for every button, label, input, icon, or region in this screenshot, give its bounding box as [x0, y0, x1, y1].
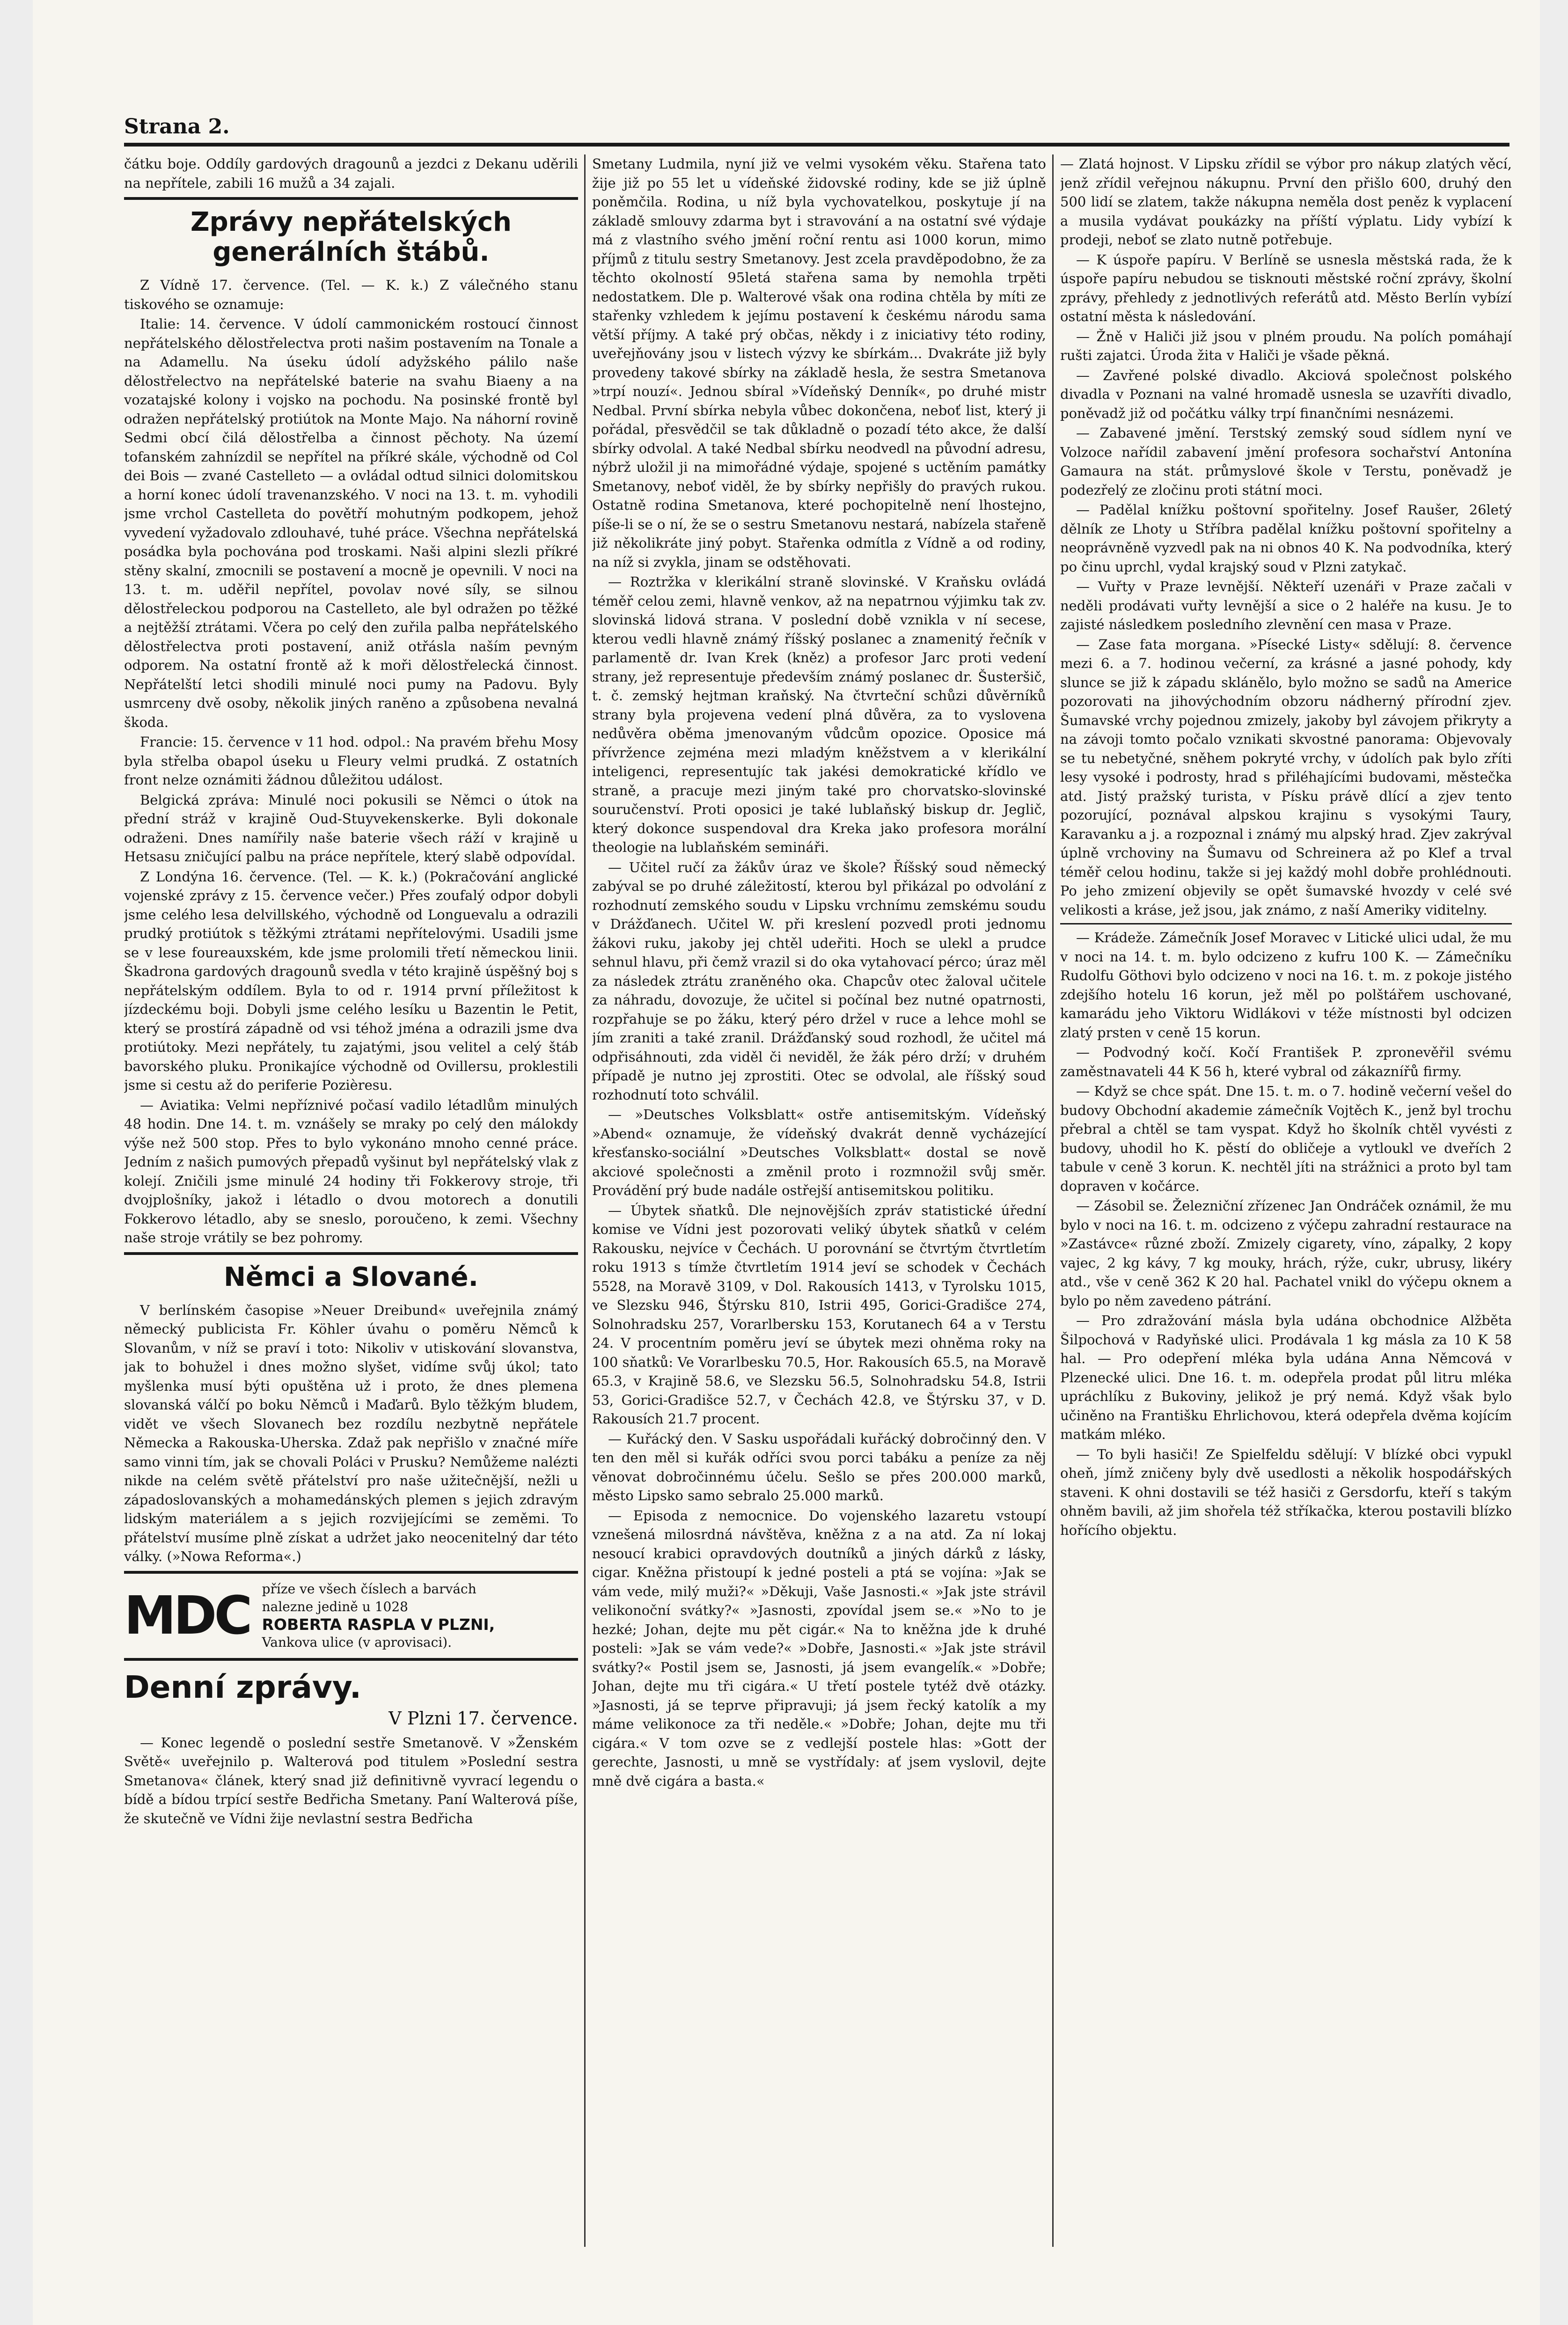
paragraph: — K úspoře papíru. V Berlíně se usnesla městská rada, že k úspoře papíru nebudou se tisknouti městské roční zprávy, školní zprávy, přehledy z jednotlivých referátů atd. Město Berlín vybízí ostatní města k následování. [1060, 251, 1512, 324]
paragraph: — To byli hasiči! Ze Spielfeldu sdělují: V blízké obci vypukl oheň, jímž zničeny byly dvě usedlosti a několik hospodářských staveni. K ohni dostavili se též hasiči z Gersdorfu, kteří s takým ohněm bavili, až jim shořela též stříkačka, kterou postavili blízko hořícího objektu. [1060, 1446, 1512, 1538]
paragraph: — »Deutsches Volksblatt« ostře antisemitským. Vídeňský »Abend« oznamuje, že vídeňský dvakrát denně vycházející křesťansko-sociální »Deutsches Volksblatt« dostal se nově akciové společnosti a změnil proto i rozmnožil svůj směr. Provádění prý bude nadále ostřejší antisemitskou politiku. [592, 1107, 1046, 1198]
header-rule [124, 143, 1509, 147]
paragraph: — Zase fata morgana. »Písecké Listy« sdělují: 8. července mezi 6. a 7. hodinou večerní, za krásné a jasné pohody, kdy slunce se již k západu sklánělo, bylo možno se sadů na Americe pozorovati na jihovýchodním obzoru nádherný přírodní zjev. Šumavské vrchy pojednou zmizely, jakoby byl závojem přikryty a na závoji tomto počalo vznikati skvostné panorama: Objevovaly se tu nebetyčné, sněhem pokryté vrchy, v údolích pak bylo zříti lesy vysoké i podrosty, hrad s přiléhajícími budovami, městečka atd. Jistý pražský turista, v Písku právě dlící a zjev tento pozorující, poznával alpskou krajinu s vysokými Taury, Karavanku a j. a rozpoznal i známý mu alpský hrad. Zjev zakrýval úplně vrchoviny na Šumavu od Schreinera až po Klef a trval téměř celou hodinu, takže si jej každý mohl dobře prohlédnouti. Po jeho zmizení objevily se opět šumavské hvozdy v celé své velikosti a kráse, jež jsou, jak známo, z naší Ameriky viditelny. [1060, 636, 1512, 918]
paragraph: — Aviatika: Velmi nepříznivé počasí vadilo létadlům minulých 48 hodin. Dne 14. t. m. vznášely se mraky po celý den málokdy výše než 500 stop. Přes to bylo vykonáno mnoho cenné práce. Jedním z našich pumových přepadů vyšinut byl nepřátelský vlak z kolejí. Zničili jsme minulé 24 hodiny tři Fokkerovy stroje, tři dvojplošníky, jakož i létadlo o dvou motorech a donutili Fokkerovo létadlo, aby se sneslo, poroučeno, k zemi. Všechny naše stroje vrátily se bez pohromy. [124, 1097, 578, 1246]
page-header: Strana 2. [124, 115, 230, 139]
column-rule-1 [584, 154, 586, 2247]
dateline: V Plzni 17. července. [388, 1708, 578, 1729]
paragraph: — Učitel ručí za žákův úraz ve škole? Říšský soud německý zabýval se po druhé záležitostí, kterou byl přikázal po odvolání z rozhodnutí zemského soudu v Lipsku vrchnímu zemskému soudu v Drážďanech. Učitel W. při kreslení pozvedl proti jednomu žákovi ruku, jakoby jej chtěl udeřiti. Hoch se ulekl a prudce sehnul hlavu, při čemž vrazil si do oka vytahovací pérco; úraz měl za následek ztrátu zraněného oka. Chapcův otec žaloval učitele za náhradu, dovozuje, že učitel si počínal bez nutné opatrnosti, rozpřahuje se po žáku, který péro držel v ruce a lehce mohl se jím zraniti a také zranil. Drážďanský soud rozhodl, že učitel má odpřisáhnouti, zda viděl či neviděl, že žák péro drží; v druhém případě je nutno jej zprostiti. Otec se odvolal, ale říšský soud rozhodnutí toto schválil. [592, 859, 1046, 1103]
paragraph: — Roztržka v klerikální straně slovinské. V Kraňsku ovládá téměř celou zemi, hlavně venkov, až na nepatrnou výjimku tak zv. slovinská lidová strana. V poslední době vznikla v ní secese, kterou vedli hlavně známý říšský poslanec a znamenitý řečník v parlamentě dr. Ivan Krek (kněz) a profesor Jarc proti vedení strany, jež representuje především známý poslanec dr. Šusteršič, t. č. zemský hejtman kraňský. Na čtvrteční schůzi důvěrníků strany byla projevena vedení plná důvěra, za to vyslovena nedůvěra oběma jmenovaným vůdcům opozice. Oposice má přívržence zejména mezi mladým kněžstvem a v klerikální inteligenci, representujíc tak jakési demokratické křídlo ve straně, a pracuje mezi jiným také pro chorvatsko-slovinské souručenství. Proti oposici je také lublaňský biskup dr. Jeglič, který dokonce suspendoval dra Kreka jako profesora morální theologie na lublaňském semináři. [592, 574, 1046, 855]
paragraph: — Když se chce spát. Dne 15. t. m. o 7. hodině večerní vešel do budovy Obchodní akademie zámečník Vojtěch K., jenž byl trochu přebral a chtěl se tam vyspat. Když ho školník chtěl vyvésti z budovy, uhodil ho K. pěstí do obličeje a vytloukl ve dveřích 2 tabule v ceně 3 korun. K. nechtěl jíti na strážnici a proto byl tam dopraven v kočárce. [1060, 1083, 1512, 1194]
section-rule [124, 1252, 578, 1255]
section-rule [124, 1571, 578, 1574]
paragraph: Francie: 15. července v 11 hod. odpol.: Na pravém břehu Mosy byla střelba obapol úseku u Fleury velmi prudká. Z ostatních front nelze oznámiti žádnou důležitou událost. [124, 734, 578, 788]
scan-margin-right [1540, 0, 1568, 2325]
headline-daily-news: Denní zprávy. [124, 1669, 361, 1705]
paragraph: Z Vídně 17. července. (Tel. — K. k.) Z válečného stanu tiskového se oznamuje: [124, 277, 578, 312]
paragraph: — Žně v Haliči již jsou v plném proudu. Na polích pomáhají rušti zajatci. Úroda žita v Haliči je všade pěkná. [1060, 328, 1512, 363]
paragraph: — Zlatá hojnost. V Lipsku zřídil se výbor pro nákup zlatých věcí, jenž zřídil veřejnou nákupnu. První den přišlo 600, druhý den 500 lidí se zlatem, takže nákupna neměla dost peněz k vyplacení a musila vydávat poukázky na příští výplatu. Lidy vybízí k prodeji, neboť se zlato nutně potřebuje. [1060, 156, 1512, 248]
paragraph: Italie: 14. července. V údolí cammonickém rostoucí činnost nepřátelského dělostřelectva proti našim postavením na Tonale a na Adamellu. Na úseku údolí adyžského pálilo naše dělostřelectvo na nepřátelské baterie na svahu Biaeny a na vozatajské kolony i vojsko na pochodu. Na posinské frontě byl odražen nepřátelský protiútok na Monte Majo. Na náhorní rovině Sedmi obcí čilá dělostřelba a činnost pěchoty. Na území tofanském zahnízdil se nepřítel na příkré skále, východně od Col dei Bois — zvané Castelleto — a ovládal odtud silnici dolomitskou a horní konec údolí travenanzského. V noci na 13. t. m. vyhodili jsme vrchol Castelleta do povětří mohutným podkopem, jehož vyvedení vyžadovalo zdlouhavé, tuhé práce. Všechna nepřátelská posádka byla pochována pod troskami. Naši alpini slezli příkré stěny skalní, zmocnili se postavení a mocně je opevnili. V noci na 13. t. m. uděřil nepřítel, povolav nové síly, se silnou dělostřeleckou podporou na Castelleto, ale byl odražen po těžké a nejtěžší ztrátami. Včera po celý den zuřila palba nepřátelského dělostřelectva proti postavení, aniž otřásla naším pevným odporem. Na ostatní frontě až k moři dělostřelecká činnost. Nepřátelští letci shodili minulé noci pumy na Padovu. Byly usmrceny dvě osoby, několik jiných raněno a způsobena nevalná škoda. [124, 316, 578, 730]
section-rule [124, 1658, 578, 1661]
paragraph: — Úbytek sňatků. Dle nejnovějších zpráv statistické úřední komise ve Vídni jest pozorovati veliký úbytek sňatků v celém Rakousku, nejvíce v Čechách. U porovnání se čtvrtým čtvrtletím roku 1913 s tímže čtvrtletím 1914 jeví se schodek v Čechách 5528, na Moravě 3109, v Dol. Rakousích 1413, v Tyrolsku 1015, ve Slezsku 946, Štýrsku 810, Istrii 495, Gorici-Gradišce 274, Solnohradsku 257, Vorarlbersku 153, Korutanech 64 a v Terstu 24. V procentním poměru jeví se úbytek mezi ohněma roky na 100 sňatků: Ve Vorarlbesku 70.5, Hor. Rakousích 65.5, na Moravě 65.3, v Krajině 58.6, ve Slezsku 56.5, Solnohradsku 54.8, Istrii 53, Gorici-Gradišce 52.7, v Čechách 42.8, ve Štýrsku 37, v D. Rakousích 21.7 procent. [592, 1202, 1046, 1427]
ad-shop-name: ROBERTA RASPLA V PLZNI, [262, 1615, 495, 1634]
ad-line: Vankova ulice (v aprovisaci). [262, 1634, 452, 1650]
headline-war-reports: Zprávy nepřátelských generálních štábů. [190, 207, 512, 267]
section-rule [124, 197, 578, 200]
paragraph: V berlínském časopise »Neuer Dreibund« uveřejnila známý německý publicista Fr. Köhler úvahu o poměru Němců k Slovanům, v níž se praví i toto: Nikoliv v utiskování slovanstva, jak to bohužel i dnes možno slyšet, vidíme svůj úkol; tato myšlenka musí býti opuštěna už i proto, že dnes plemena slovanská válčí po boku Němců i Maďarů. Bylo těžkým bludem, vidět ve všech Slovanech bez rozdílu nezbytně nepřátele Německa a Rakouska-Uherska. Zdaž pak nepřišlo v značné míře samo vinni tím, jak se chovali Poláci v Prusku? Nemůžeme nalézti nikde na celém světě přátelství pro naše užitečnější, nežli u západoslovanských a mohamedánských plemen s jejich zdravým lidským materiálem a s jejich rozvijejícími se zeměmi. To přátelství musíme plně získat a udržet jako neocenitelný dar této války. (»Nowa Reforma«.) [124, 1302, 578, 1564]
ad-line: nalezne jedině u 1028 [262, 1599, 408, 1614]
scan-margin-left [0, 0, 33, 2325]
paragraph: — Pro zdražování másla byla udána obchodnice Alžběta Šilpochová v Radyňské ulici. Prodávala 1 kg másla za 10 K 58 hal. — Pro odepření mléka byla udána Anna Němcová v Plzenecké ulici. Dne 16. t. m. odepřela prodat půl litru mléka upráchlíku z Bukoviny, jelikož je prý nemá. Když však bylo učiněno na Františku Ehrlichovou, která odepřela dvěma kojícím matkám mléko. [1060, 1313, 1512, 1442]
paragraph: Z Londýna 16. července. (Tel. — K. k.) (Pokračování anglické vojenské zprávy z 15. července večer.) Přes zoufalý odpor dobyli jsme celého lesa delvillského, východně od Longuevalu a odrazili prudký protiútok s těžkými ztrátami nepřítelovými. Usadili jsme se v lese foureauxském, kde jsme prolomili třetí německou linii. Škadrona gardových dragounů svedla v této krajině úspěšný boj s nepřátelským oddílem. Byla to od r. 1914 první příležitost k jízdeckému boji. Dobyli jsme celého lesíku u Bazentin le Petit, který se prostírá západně od vsi téhož jména a odrazili jsme dva protiútoky. Mezi nepřátely, tu zajatými, jsou velitel a celý štáb bavorského pluku. Pronikajíce východně od Ovillersu, proklestili jsme si cestu až do periferie Pozièresu. [124, 868, 578, 1093]
paragraph: — Vuřty v Praze levnější. Někteří uzenáři v Praze začali v neděli prodávati vuřty levnější a sice o 2 haléře na kusu. Je to zajisté následkem posledního zlevnění cen masa v Praze. [1060, 579, 1512, 632]
column-3 [1060, 154, 1512, 2247]
paragraph: — Krádeže. Zámečník Josef Moravec v Litické ulici udal, že mu v noci na 14. t. m. bylo odcizeno z kufru 100 K. — Zámečníku Rudolfu Göthovi bylo odcizeno v noci na 16. t. m. z pokoje jistého zdejšího hotelu 16 korun, jež měl po polštářem uschované, kamarádu jeho Viktoru Widlákovi v téže místnosti byl odcizen zlatý prsten v ceně 15 korun. [1060, 930, 1512, 1041]
section-rule [1060, 923, 1512, 924]
paragraph: Smetany Ludmila, nyní již ve velmi vysokém věku. Stařena tato žije již po 55 let u vídeňské židovské rodiny, kde se již úplně poněmčila. Rodina, u níž byla vychovatelkou, poskytuje jí na základě smlouvy zdarma byt i stravování a na ostatní své výdaje má z vlastního svého jmění roční rentu asi 1000 korun, mimo příjmů z titulu sestry Smetanovy. Jest zcela pravděpodobno, že za těchto okolností 95letá stařena sama by nemohla trpěti nedostatkem. Dle p. Walterové však ona rodina chtěla by míti ze stařenky vzhledem k jejímu postavení k českému národu sama větší příjmy. A také prý občas, někdy i z iniciativy této rodiny, uveřejňovány jsou v listech výzvy ke sbírkám... Dvakráte již byly provedeny takové sbírky na základě hesla, že sestra Smetanova »trpí nouzí«. Jednou sbíral »Vídeňský Denník«, po druhé mistr Nedbal. První sbírka nebyla vůbec dokončena, neboť list, který ji pořádal, přesvědčil se tak důkladně o pozadí této akce, že další sbírky odvolal. A také Nedbal sbírku neodvedl na původní adresu, nýbrž uložil ji na mimořádné výdaje, spojené s uctěním památky Smetanovy, neboť viděl, že by sbírky nepřišly do pravých rukou. Ostatně rodina Smetanova, které pochopitelně není lhostejno, píše-li se o ní, že se o sestru Smetanovu nestará, nabízela stařeně již několikráte jiný pobyt. Stařenka odmítla z Vídně a od rodiny, na níž si zvykla, jinam se odstěhovati. [592, 156, 1046, 570]
paragraph: čátku boje. Oddíly gardových dragounů a jezdci z Dekanu uděrili na nepřítele, zabili 16 mužů a 34 zajali. [124, 156, 578, 191]
column-1 [124, 154, 578, 2247]
column-2 [592, 154, 1046, 2247]
paragraph: — Episoda z nemocnice. Do vojenského lazaretu vstoupí vznešená milosrdná návštěva, kněžna z a na atd. Za ní lokaj nesoucí krabici opravdových doutníků a jiných dárků z lásky, cigar. Kněžna přistoupí k jedné posteli a ptá se vojína: »Jak se vám vede, milý muži?« »Děkuji, Vaše Jasnosti.« »Jak jste strávil velikonoční svátky?« »Jasnosti, zpovídal jsem se.« »No to je hezké; Johan, dejte mu pět cigár.« Na to kněžna jde k druhé posteli: »Jak se vám vede?« »Dobře, Jasnosti.« »Jak jste strávil svátky?« Postil jsem se, Jasnosti, já jsem evangelík.« »Dobře; Johan, dejte mu tři cigára.« U třetí postele tytéž dvě otázky. »Jasnosti, já se teprve připravuji; já jsem řecký katolík a my máme velikonoce za tři neděle.« »Dobře; Johan, dejte mu tři cigára.« V tom ozve se z vedlejší postele hlas: »Gott der gerechte, Jasnosti, u mně se vystřídaly: ať jsem vyslovil, dejte mně dvě cigára a basta.« [592, 1507, 1046, 1789]
paragraph: — Kuřácký den. V Sasku uspořádali kuřácký dobročinný den. V ten den měl si kuřák odříci svou porci tabáku a peníze za něj věnovat dobročinnému účelu. Sešlo se přes 200.000 marků, město Lipsko samo sebralo 25.000 marků. [592, 1430, 1046, 1504]
column-rule-2 [1052, 154, 1054, 2247]
advertisement-mdc [124, 1580, 578, 1651]
paragraph: — Padělal knížku poštovní spořitelny. Josef Raušer, 26letý dělník ze Lhoty u Stříbra padělal knížku poštovní spořitelny a neoprávněně vyzvedl pak na ni obnos 40 K. Na podvodníka, který po činu uprchl, vydal krajský soud v Plzni zatykač. [1060, 502, 1512, 575]
paragraph: — Podvodný kočí. Kočí František P. zpronevěřil svému zaměstnavateli 44 K 56 h, které vybral od zákaznířů firmy. [1060, 1044, 1512, 1079]
paragraph: — Zavřené polské divadlo. Akciová společnost polského divadla v Poznani na valné hromadě usnesla se uzavříti divadlo, poněvadž již od počátku války trpí finančními nesnázemi. [1060, 367, 1512, 421]
paragraph: — Zásobil se. Železniční zřízenec Jan Ondráček oznámil, že mu bylo v noci na 16. t. m. odcizeno z výčepu zahradní restaurace na »Zastávce« různé zboží. Zmizely cigarety, víno, zápalky, 2 kopy vajec, 2 kg kávy, 7 kg mouky, hrách, rýže, cukr, ubrusy, likéry atd., vše v ceně 362 K 20 hal. Pachatel vnikl do výčepu oknem a bylo po něm zavedeno pátrání. [1060, 1198, 1512, 1309]
ad-line: příze ve všech číslech a barvách [262, 1581, 476, 1597]
ad-monogram: MDC [124, 1585, 250, 1646]
paragraph: — Zabavené jmění. Terstský zemský soud sídlem nyní ve Volzoce nařídil zabavení jmění profesora sochařství Antonína Gamaura na stát. průmyslové škole v Terstu, poněvadž je podezřelý ze zločinu proti státní moci. [1060, 425, 1512, 498]
headline-germans-slavs: Němci a Slované. [224, 1262, 478, 1292]
paragraph: Belgická zpráva: Minulé noci pokusili se Němci o útok na přední stráž v krajině Oud-Stuyvekenskerke. Byli dokonale odraženi. Dnes namířily naše baterie všech ráží v krajině u Hetsasu zničující palbu na práce nepřítele, který slabě odpovídal. [124, 792, 578, 865]
paragraph: — Konec legendě o poslední sestře Smetanově. V »Ženském Světě« uveřejnilo p. Walterová pod titulem »Poslední sestra Smetanova« článek, který snad již definitivně vyvrací legendu o bídě a bídou trpící sestře Bedřicha Smetany. Paní Walterová píše, že skutečně ve Vídni žije nevlastní sestra Bedřicha [124, 1734, 578, 1826]
